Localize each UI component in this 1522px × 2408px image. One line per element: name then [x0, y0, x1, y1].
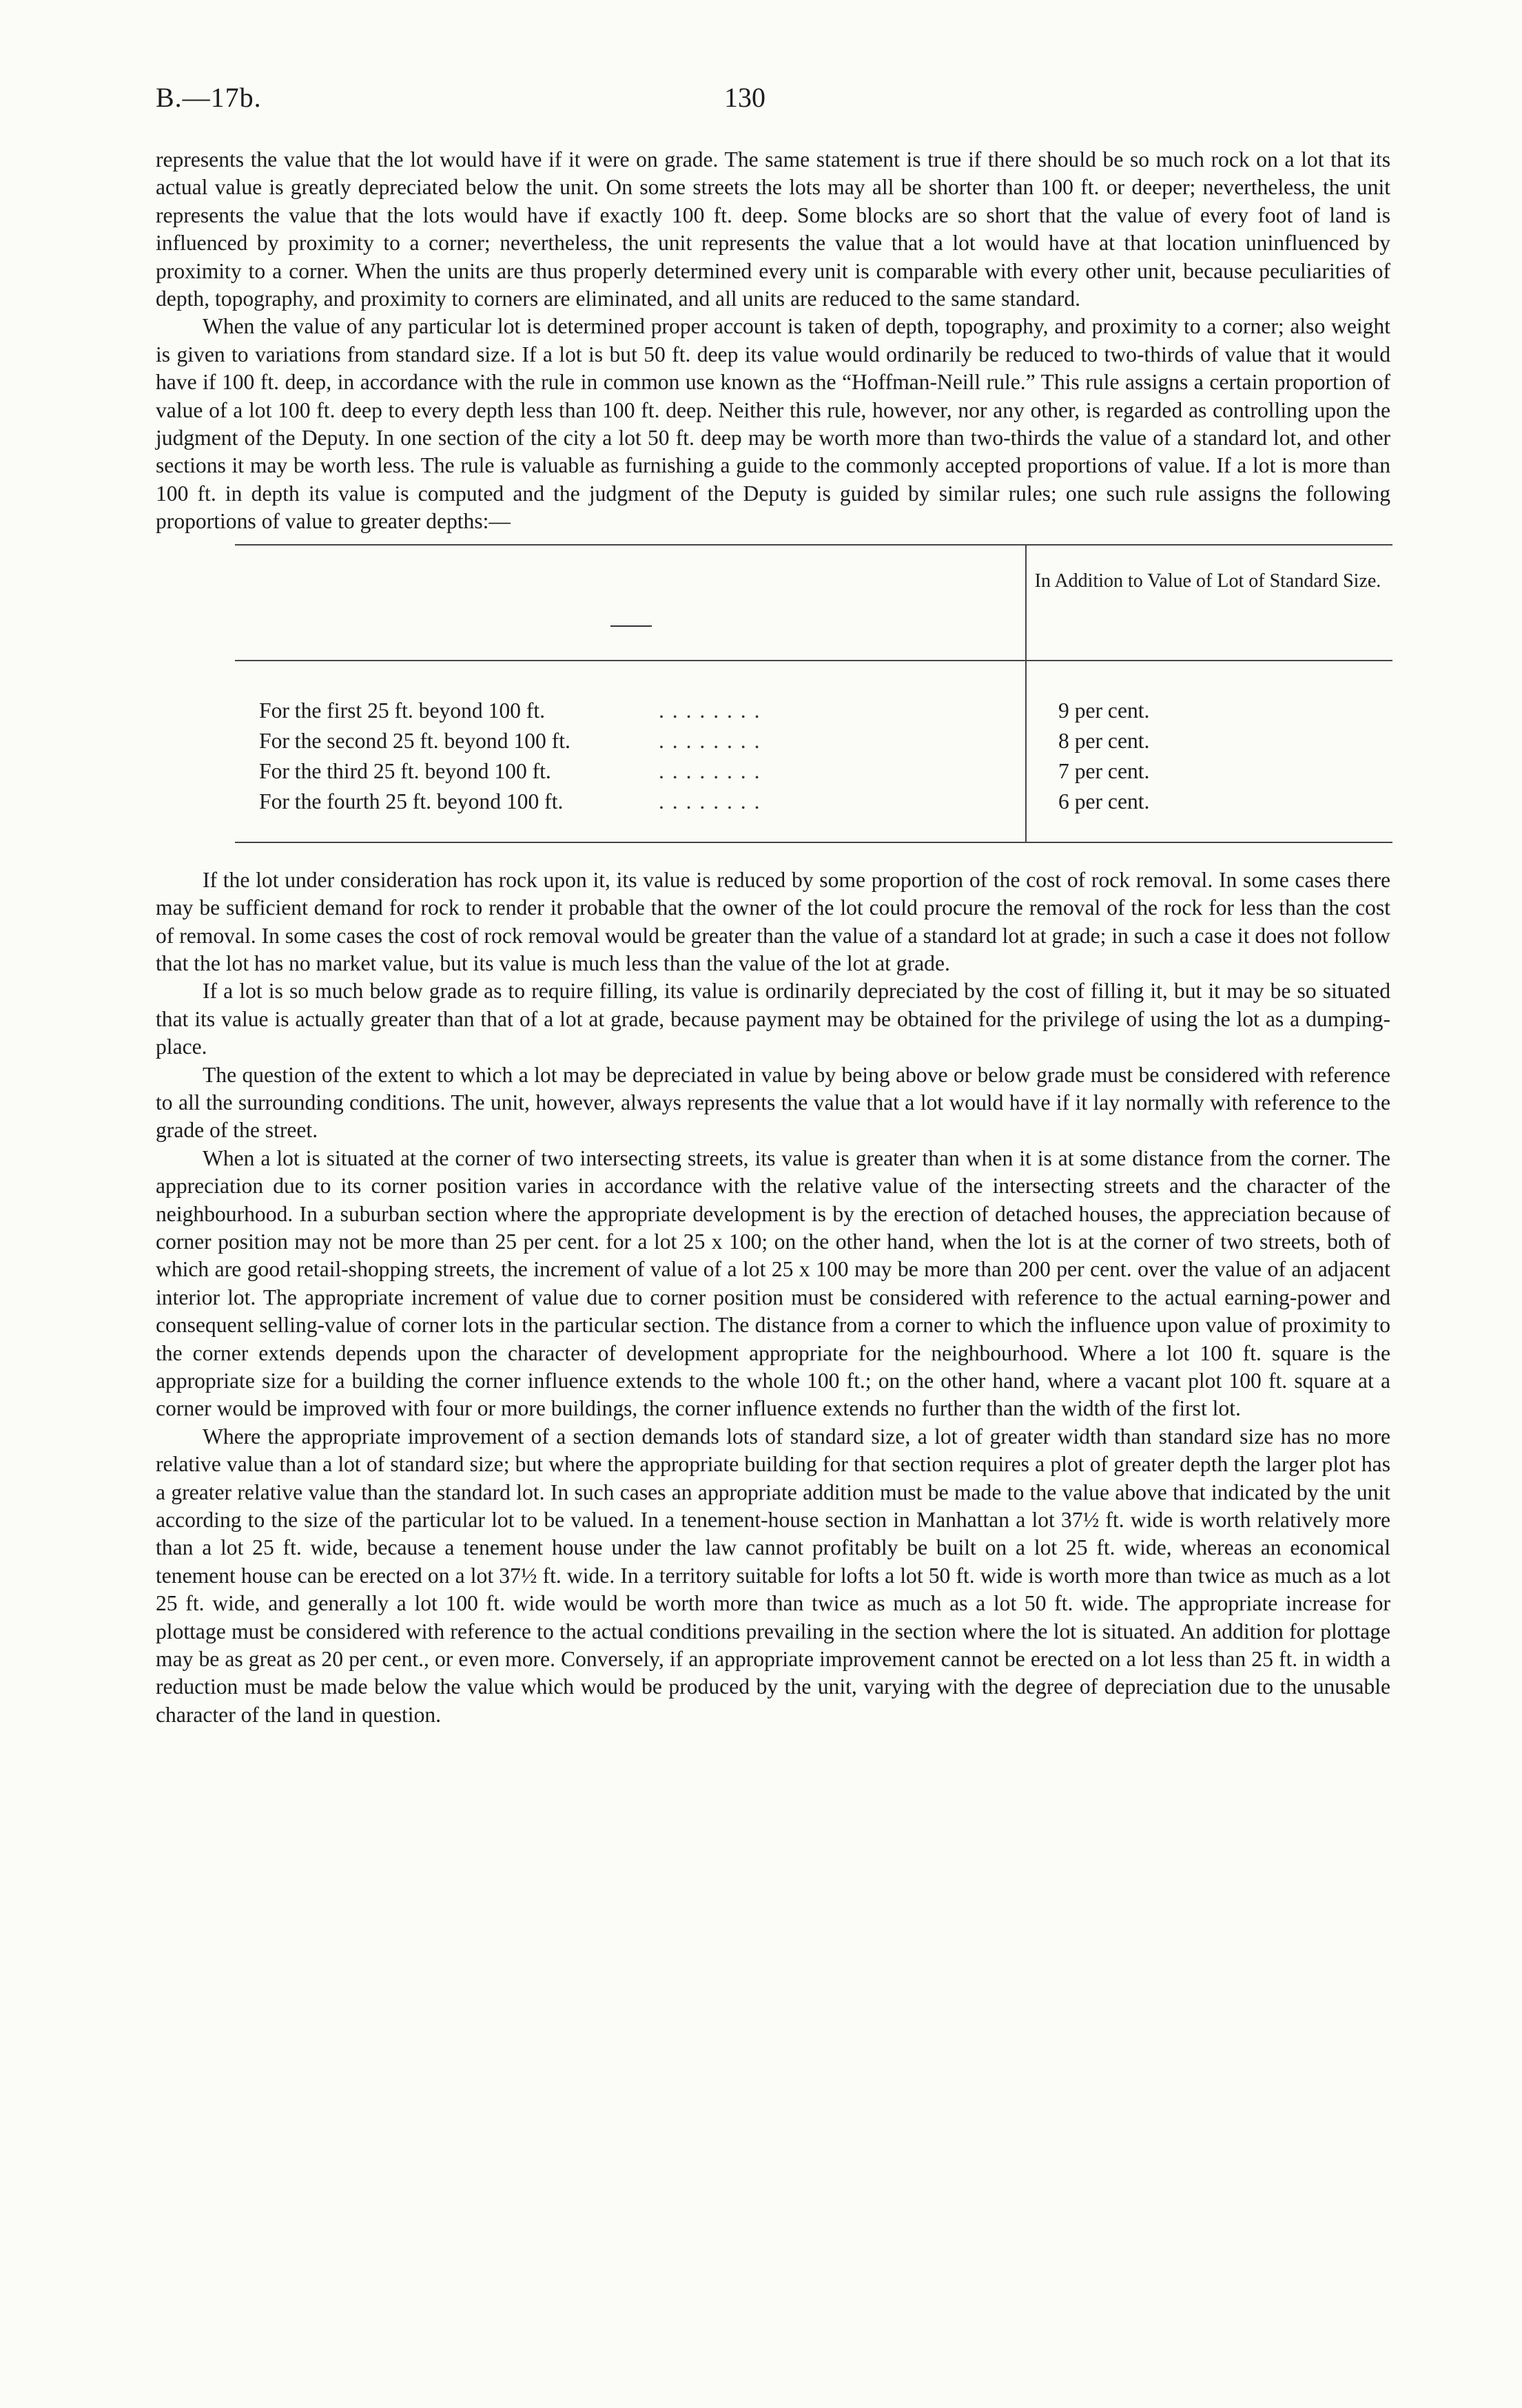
table-row — [259, 756, 1390, 787]
row-label: For the first 25 ft. beyond 100 ft. — [259, 698, 546, 723]
table-header-value: In Addition to Value of Lot of Standard Size. — [1034, 570, 1381, 592]
paragraph: If the lot under consideration has rock upon it, its value is reduced by some proportion of the cost of rock removal. In some cases there may be sufficient demand for rock to render it probable that the owner of the lot could procure the removal of the rock for less than the cost of removal. In some cases the cost of rock removal would be greater than the value of a standard lot at grade; in such a case it does not follow that the lot has no market value, but its value is much less than the value of the lot at grade. — [156, 867, 1390, 975]
row-label: For the second 25 ft. beyond 100 ft. — [259, 728, 570, 753]
paragraph: Where the appropriate improvement of a section demands lots of standard size, a lot of greater width than standard size has no more relative value than a lot of standard size; but where the appropriate building for that section requires a plot of greater depth the larger plot has a greater relative value than the standard lot. In such cases an appropriate addition must be made to the value above that indicated by the unit according to the size of the particular lot to be valued. In a tenement-house section in Manhattan a lot 37½ ft. wide is worth relatively more than a lot 25 ft. wide, because a tenement house under the law cannot profitably be built on a lot 25 ft. wide, whereas an economical tenement house can be erected on a lot 37½ ft. wide. In a territory suitable for lofts a lot 50 ft. wide is worth more than twice as much as a lot 25 ft. wide, and generally a lot 100 ft. wide would be worth more than twice as much as a lot 50 ft. wide. The appropriate increase for plottage must be considered with reference to the actual conditions prevailing in the section where the lot is situated. An addition for plottage may be as great as 20 per cent., or even more. Conversely, if an appropriate improvement cannot be erected on a lot less than 25 ft. in width a reduction must be made below the value which would be produced by the unit, varying with the degree of depreciation due to the unusable character of the land in question. — [156, 1424, 1390, 1727]
row-label: For the fourth 25 ft. beyond 100 ft. — [259, 789, 564, 813]
table-rule-bottom — [235, 842, 1392, 843]
row-label: For the third 25 ft. beyond 100 ft. — [259, 758, 551, 783]
leader-dots: . . . . . . . . — [659, 728, 761, 753]
document-reference: B.—17b. — [156, 82, 262, 113]
paragraph: When a lot is situated at the corner of two intersecting streets, its value is greater than when it is at some distance from the corner. The appreciation due to its corner position varies in accordance with the relative value of the intersecting streets and the character of the neighbourhood. In a suburban section where the appropriate development is by the erection of detached houses, the appreciation because of corner position may not be more than 25 per cent. for a lot 25 x 100; on the other hand, when the lot is at the corner of two streets, both of which are good retail-shopping streets, the increment of value of a lot 25 x 100 may be more than 200 per cent. over the value of an adjacent interior lot. The appropriate increment of value due to corner position must be considered with reference to the actual earning-power and consequent selling-value of corner lots in the particular section. The distance from a corner to which the influence upon value of proximity to the corner extends depends upon the character of development appropriate for the neighbourhood. Where a lot 100 ft. square is the appropriate size for a building the corner influence extends to the whole 100 ft.; on the other hand, where a vacant plot 100 ft. square at a corner would be improved with four or more buildings, the corner influence extends no further than the width of the first lot. — [156, 1145, 1390, 1421]
leader-dots: . . . . . . . . — [659, 698, 761, 723]
paragraph: When the value of any particular lot is determined proper account is taken of depth, topography, and proximity to a corner; also weight is given to variations from standard size. If a lot is but 50 ft. deep its value would ordinarily be reduced to two-thirds of value that it would have if 100 ft. deep, in accordance with the rule in common use known as the “Hoffman-Neill rule.” This rule assigns a certain proportion of value of a lot 100 ft. deep to every depth less than 100 ft. deep. Neither this rule, however, nor any other, is regarded as controlling upon the judgment of the Deputy. In one section of the city a lot 50 ft. deep may be worth more than two-thirds the value of a standard lot, and other sections it may be worth less. The rule is valuable as furnishing a guide to the commonly accepted proportions of value. If a lot is more than 100 ft. in depth its value is computed and the judgment of the Deputy is guided by similar rules; one such rule assigns the following proportions of value to greater depths:— — [156, 314, 1390, 534]
paragraph: If a lot is so much below grade as to require filling, its value is ordinarily depreciated by the cost of filling it, but it may be so situated that its value is actually greater than that of a lot at grade, because payment may be obtained for the privilege of using the lot as a dumping-place. — [156, 979, 1390, 1059]
row-value: 6 per cent. — [1058, 789, 1150, 813]
row-value: 7 per cent. — [1058, 758, 1150, 783]
table-header-dash — [610, 625, 652, 627]
row-value: 8 per cent. — [1058, 728, 1150, 753]
table-row — [259, 726, 1390, 756]
table-rule-top — [235, 544, 1392, 546]
table-row — [259, 787, 1390, 817]
page-header — [156, 81, 1390, 123]
table-row — [259, 696, 1390, 726]
leader-dots: . . . . . . . . — [659, 758, 761, 783]
body-text — [156, 146, 1390, 1729]
row-value: 9 per cent. — [1058, 698, 1150, 723]
paragraph: The question of the extent to which a lot may be depreciated in value by being above or below grade must be considered with reference to all the surrounding conditions. The unit, however, always represents the value that a lot would have if it lay normally with reference to the grade of the street. — [156, 1062, 1390, 1143]
page-number: 130 — [724, 82, 765, 113]
leader-dots: . . . . . . . . — [659, 789, 761, 813]
depth-proportion-table — [156, 544, 1390, 844]
table-rule-header — [235, 660, 1392, 661]
paragraph: represents the value that the lot would have if it were on grade. The same statement is true if there should be so much rock on a lot that its actual value is greatly depreciated below the unit. On some streets the lots may all be shorter than 100 ft. or deeper; nevertheless, the unit represents the value that the lots would have if exactly 100 ft. deep. Some blocks are so short that the value of every foot of land is influenced by proximity to a corner; nevertheless, the unit represents the value that a lot would have at that location uninfluenced by proximity to a corner. When the units are thus properly determined every unit is comparable with every other unit, because peculiarities of depth, topography, and proximity to corners are eliminated, and all units are reduced to the same standard. — [156, 147, 1390, 311]
